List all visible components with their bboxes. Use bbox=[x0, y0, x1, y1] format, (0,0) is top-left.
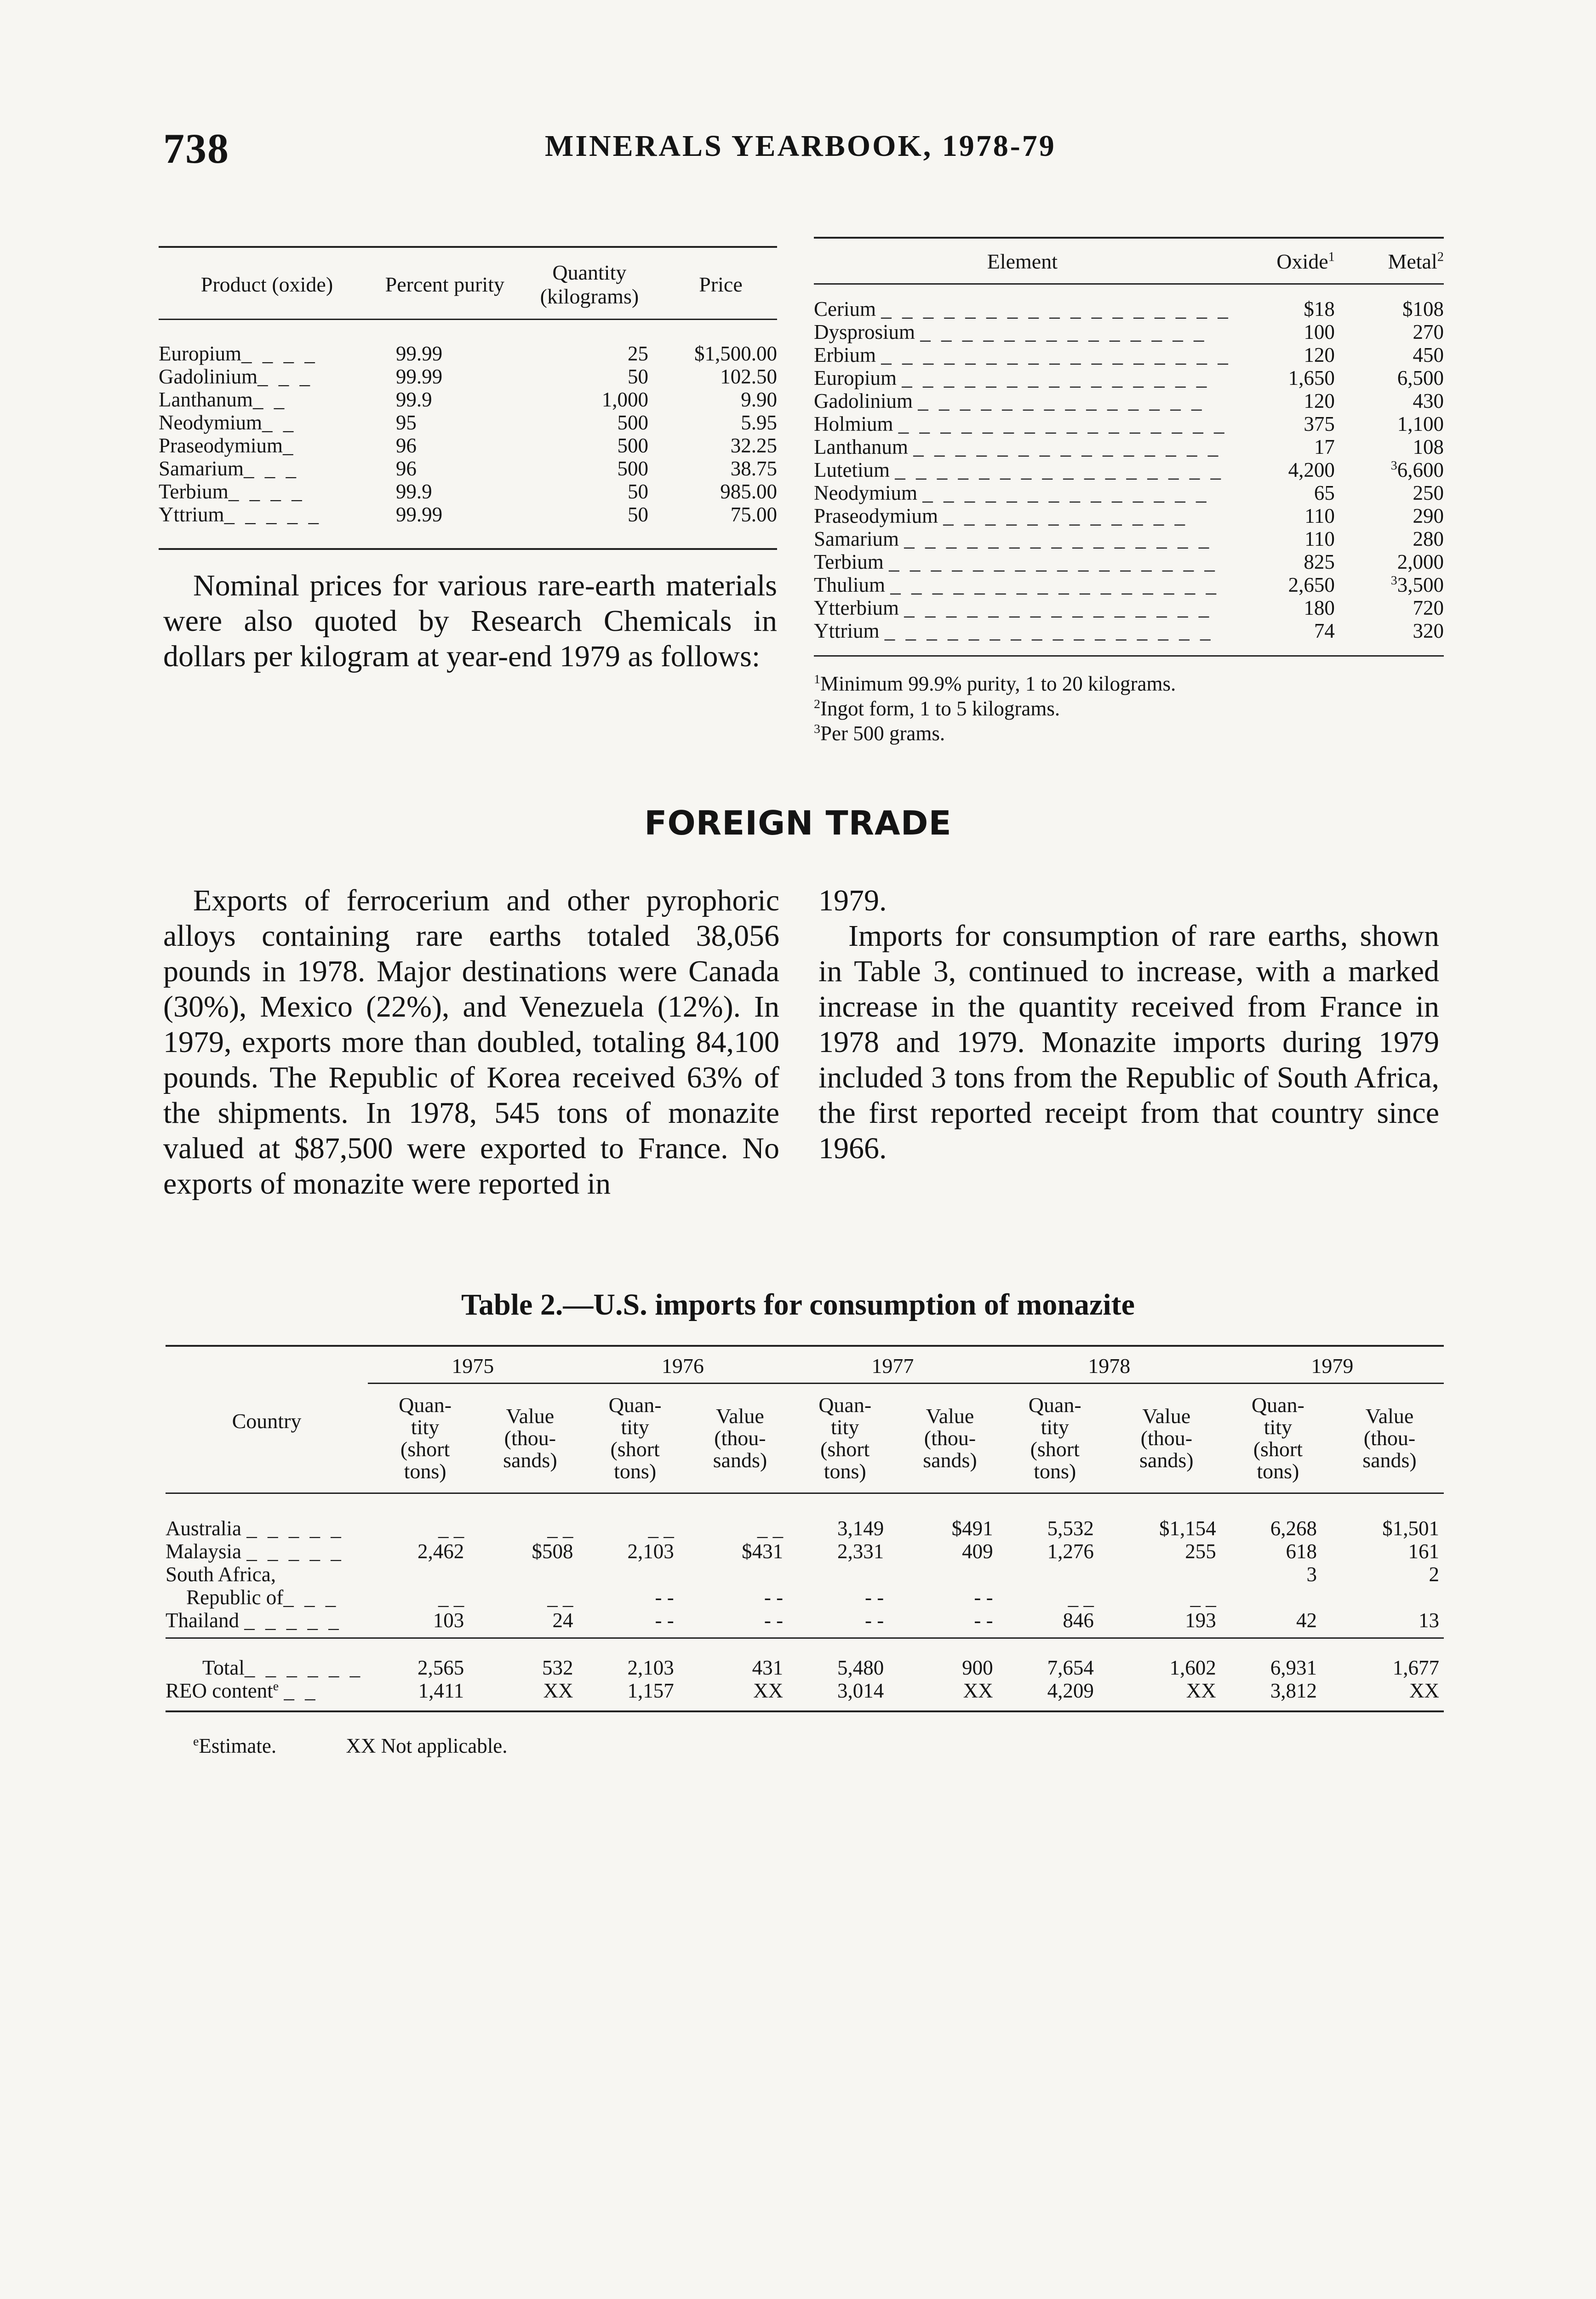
metal-value: 108 bbox=[1413, 435, 1444, 458]
element-table-footnotes bbox=[814, 671, 1176, 746]
quantity-cell: 50 bbox=[628, 365, 649, 388]
element-label: Dysprosium bbox=[814, 320, 915, 343]
metal-value: 2,000 bbox=[1397, 550, 1444, 573]
cell: 13 bbox=[1335, 1609, 1444, 1638]
oxide-price-cell: 120 bbox=[1304, 389, 1335, 412]
table-row bbox=[166, 1609, 1444, 1638]
element-label: Erbium bbox=[814, 343, 876, 366]
table-row bbox=[814, 458, 1444, 481]
cell: - - bbox=[974, 1586, 993, 1609]
product-label: Lanthanum bbox=[159, 388, 253, 411]
cell: 255 bbox=[1185, 1540, 1216, 1563]
cell: 3,014 bbox=[788, 1679, 902, 1711]
leader-dots: _ _ _ _ _ bbox=[224, 503, 321, 526]
element-label: Holmium bbox=[814, 412, 893, 435]
table-row bbox=[166, 1493, 1444, 1540]
column-header-quantity: Quan- tity (short tons) bbox=[1221, 1384, 1335, 1493]
purity-cell: 99.9 bbox=[395, 480, 432, 503]
element-name bbox=[814, 550, 1231, 573]
metal-value: 290 bbox=[1413, 504, 1444, 527]
cell: _ _ bbox=[438, 1586, 464, 1609]
table-row bbox=[814, 573, 1444, 596]
country-name: Republic of_ _ _ bbox=[186, 1586, 339, 1609]
paragraph: Imports for consumption of rare earths, shown in Table 3, continued to increase, with a marked increase in the quantity received from France in 1978 and 1979. Monazite imports during 1979 included 3 tons from the Republic of South Africa, the first reported receipt from that country since 1966. bbox=[818, 919, 1439, 1165]
product-label: Terbium bbox=[159, 480, 229, 503]
country-name: Australia _ _ _ _ _ bbox=[166, 1517, 344, 1540]
price-cell: 38.75 bbox=[730, 457, 777, 480]
cell: 193 bbox=[1112, 1609, 1221, 1638]
metal-value: $108 bbox=[1402, 297, 1444, 320]
cell: $491 bbox=[951, 1517, 993, 1540]
intro-paragraph: Nominal prices for various rare-earth materials were also quoted by Research Chemicals in dollars per kilogram at year-end 1979 as follows: bbox=[163, 569, 777, 673]
cell: 2,565 bbox=[417, 1656, 464, 1679]
leader-dots: _ _ _ _ _ _ _ _ _ _ _ _ _ _ _ bbox=[902, 366, 1210, 389]
element-label: Yttrium bbox=[814, 619, 880, 642]
element-name bbox=[814, 435, 1231, 458]
quantity-cell: 50 bbox=[515, 503, 664, 549]
column-header-product: Product (oxide) bbox=[200, 273, 333, 296]
cell: _ _ bbox=[547, 1586, 573, 1609]
metal-price-cell bbox=[1353, 619, 1444, 656]
cell: XX bbox=[692, 1679, 788, 1711]
leader-dots: _ _ _ bbox=[257, 365, 313, 388]
oxide-price-cell: 100 bbox=[1304, 320, 1335, 343]
oxide-price-cell: 74 bbox=[1231, 619, 1353, 656]
purity-cell: 99.99 bbox=[395, 342, 443, 365]
cell: XX bbox=[902, 1679, 997, 1711]
column-header-value: Value (thou- sands) bbox=[902, 1384, 997, 1493]
cell bbox=[1221, 1586, 1335, 1609]
purity-cell: 99.9 bbox=[395, 388, 432, 411]
column-header-quantity: Quan- tity (short tons) bbox=[578, 1384, 692, 1493]
column-header-value: Value (thou- sands) bbox=[1112, 1384, 1221, 1493]
cell: 1,677 bbox=[1392, 1656, 1439, 1679]
leader-dots: _ _ _ _ _ _ _ _ _ _ _ _ _ _ _ bbox=[904, 527, 1212, 550]
leader-dots: _ _ _ _ _ _ _ _ _ _ _ _ _ _ _ _ bbox=[884, 619, 1213, 642]
element-name bbox=[814, 458, 1231, 481]
oxide-price-cell: 4,200 bbox=[1288, 458, 1335, 481]
paragraph-continuation: 1979. bbox=[818, 884, 887, 917]
element-name bbox=[814, 366, 1231, 389]
price-cell: 985.00 bbox=[720, 480, 777, 503]
table-header-row bbox=[814, 238, 1444, 284]
cell: XX bbox=[482, 1679, 578, 1711]
left-column-text bbox=[163, 883, 779, 1201]
cell: 846 bbox=[998, 1609, 1112, 1638]
quantity-cell: 25 bbox=[628, 342, 649, 365]
cell: - - bbox=[655, 1586, 674, 1609]
oxide-price-cell: 120 bbox=[1304, 343, 1335, 366]
metal-price-cell bbox=[1353, 435, 1444, 458]
price-cell: 5.95 bbox=[741, 411, 777, 434]
column-header-value: Value (thou- sands) bbox=[482, 1384, 578, 1493]
product-name bbox=[159, 411, 375, 434]
element-label: Neodymium bbox=[814, 481, 917, 504]
cell: 4,209 bbox=[998, 1679, 1112, 1711]
price-cell: 102.50 bbox=[720, 365, 777, 388]
element-label: Terbium bbox=[814, 550, 884, 573]
element-label: Thulium bbox=[814, 573, 885, 596]
cell: 2,103 bbox=[627, 1656, 674, 1679]
oxide-price-cell: 375 bbox=[1304, 412, 1335, 435]
table-row bbox=[159, 457, 777, 480]
cell: 3,812 bbox=[1221, 1679, 1335, 1711]
table-row bbox=[814, 435, 1444, 458]
footnote: $^1$Minimum 99.9% purity, 1 to 20 kilograms. bbox=[814, 672, 1176, 695]
cell: $1,501 bbox=[1382, 1517, 1439, 1540]
cell: _ _ bbox=[547, 1517, 573, 1540]
cell: 1,411 bbox=[368, 1679, 482, 1711]
oxide-price-cell: 65 bbox=[1314, 481, 1335, 504]
column-header-quantity: Quantity (kilograms) bbox=[540, 261, 639, 308]
oxide-price-table bbox=[159, 246, 777, 550]
price-cell: 32.25 bbox=[730, 434, 777, 457]
metal-value: 3,500 bbox=[1397, 573, 1444, 596]
element-name bbox=[814, 527, 1231, 550]
leader-dots: _ _ _ _ _ _ _ _ _ _ _ _ _ _ _ _ bbox=[895, 458, 1224, 481]
oxide-price-cell: 110 bbox=[1304, 504, 1335, 527]
cell: - - bbox=[788, 1609, 902, 1638]
metal-value: 450 bbox=[1413, 343, 1444, 366]
product-label: Neodymium bbox=[159, 411, 262, 434]
metal-price-cell bbox=[1353, 320, 1444, 343]
element-name bbox=[814, 504, 1231, 527]
leader-dots: _ _ _ bbox=[243, 457, 299, 480]
purity-cell: 96 bbox=[395, 457, 417, 480]
leader-dots: _ _ _ _ _ _ _ _ _ _ _ _ _ _ bbox=[918, 389, 1205, 412]
quantity-cell: 50 bbox=[628, 480, 649, 503]
metal-price-cell bbox=[1353, 596, 1444, 619]
cell: _ _ bbox=[1190, 1586, 1216, 1609]
cell: XX bbox=[1335, 1679, 1444, 1711]
row-label: Total_ _ _ _ _ _ bbox=[202, 1656, 363, 1679]
cell: 6,268 bbox=[1270, 1517, 1317, 1540]
year-header: 1976 bbox=[578, 1346, 788, 1384]
table-notes bbox=[193, 1733, 540, 1758]
leader-dots: _ _ _ _ _ _ _ _ _ _ _ _ _ _ _ _ bbox=[889, 550, 1218, 573]
element-price-table bbox=[814, 237, 1444, 657]
element-label: Lanthanum bbox=[814, 435, 908, 458]
cell: 161 bbox=[1408, 1540, 1439, 1563]
cell: _ _ bbox=[648, 1517, 674, 1540]
metal-price-cell bbox=[1353, 527, 1444, 550]
table-row bbox=[159, 320, 777, 366]
cell: _ _ bbox=[438, 1517, 464, 1540]
section-title: FOREIGN TRADE bbox=[644, 804, 952, 842]
cell: $508 bbox=[532, 1540, 573, 1563]
table-row bbox=[814, 527, 1444, 550]
table-row bbox=[166, 1563, 1444, 1586]
element-name bbox=[814, 343, 1231, 366]
note-not-applicable: XX Not applicable. bbox=[346, 1734, 508, 1757]
element-name bbox=[814, 284, 1231, 321]
cell: _ _ bbox=[1068, 1586, 1094, 1609]
cell: 2,462 bbox=[417, 1540, 464, 1563]
leader-dots: _ _ _ _ _ _ _ _ _ _ _ _ _ _ _ _ _ bbox=[881, 297, 1231, 320]
column-header-quantity: Quan- tity (short tons) bbox=[788, 1384, 902, 1493]
country-name: South Africa, bbox=[166, 1563, 276, 1586]
metal-price-cell bbox=[1353, 412, 1444, 435]
element-name bbox=[814, 389, 1231, 412]
cell: 42 bbox=[1221, 1609, 1335, 1638]
footnote-mark: 3 bbox=[1390, 573, 1397, 588]
leader-dots: _ _ _ _ _ _ _ _ _ _ _ _ _ _ bbox=[920, 320, 1207, 343]
table-row bbox=[159, 388, 777, 411]
cell: 103 bbox=[368, 1609, 482, 1638]
cell: - - bbox=[578, 1609, 692, 1638]
metal-value: 1,100 bbox=[1397, 412, 1444, 435]
element-name bbox=[814, 481, 1231, 504]
table-row bbox=[159, 480, 777, 503]
oxide-price-cell: $18 bbox=[1304, 297, 1335, 320]
price-cell: 75.00 bbox=[664, 503, 777, 549]
element-label: Samarium bbox=[814, 527, 899, 550]
leader-dots: _ _ _ _ _ _ _ _ _ _ _ _ _ _ _ bbox=[913, 435, 1221, 458]
element-label: Europium bbox=[814, 366, 897, 389]
leader-dots: _ _ bbox=[252, 388, 287, 411]
product-label: Praseodymium bbox=[159, 434, 283, 457]
cell bbox=[1335, 1586, 1444, 1609]
leader-dots: _ _ _ _ _ _ _ _ _ _ _ _ _ _ _ _ bbox=[898, 412, 1227, 435]
leader-dots: _ _ _ _ _ _ _ _ _ _ _ _ bbox=[943, 504, 1188, 527]
cell: 618 bbox=[1286, 1540, 1317, 1563]
column-header-quantity: Quan- tity (short tons) bbox=[368, 1384, 482, 1493]
table-row bbox=[814, 504, 1444, 527]
note-estimate: $^e$Estimate. bbox=[193, 1734, 277, 1757]
metal-price-cell bbox=[1353, 389, 1444, 412]
cell: 431 bbox=[752, 1656, 784, 1679]
oxide-price-cell: 825 bbox=[1304, 550, 1335, 573]
country-name: Thailand _ _ _ _ _ bbox=[166, 1609, 368, 1638]
table-row bbox=[166, 1586, 1444, 1609]
metal-price-cell bbox=[1353, 481, 1444, 504]
quantity-cell: 500 bbox=[617, 411, 649, 434]
purity-cell: 95 bbox=[395, 411, 417, 434]
element-label: Praseodymium bbox=[814, 504, 938, 527]
cell: - - bbox=[865, 1586, 884, 1609]
product-label: Yttrium bbox=[159, 503, 224, 526]
table-row bbox=[814, 366, 1444, 389]
table-row bbox=[159, 365, 777, 388]
cell: 532 bbox=[542, 1656, 573, 1679]
cell: - - bbox=[692, 1609, 788, 1638]
metal-value: 6,600 bbox=[1397, 458, 1444, 481]
element-label: Lutetium bbox=[814, 458, 890, 481]
table-row bbox=[814, 343, 1444, 366]
country-name: Malaysia _ _ _ _ _ bbox=[166, 1540, 344, 1563]
leader-dots: _ _ _ _ _ _ _ _ _ _ _ _ _ _ _ _ _ bbox=[881, 343, 1231, 366]
leader-dots: _ _ _ _ _ _ _ _ _ _ _ _ _ _ _ _ bbox=[890, 573, 1219, 596]
metal-price-cell bbox=[1353, 284, 1444, 321]
cell: 1,602 bbox=[1169, 1656, 1216, 1679]
year-header-row bbox=[166, 1346, 1444, 1384]
cell: - - bbox=[764, 1586, 784, 1609]
row-label: REO content$^e$ _ _ bbox=[166, 1679, 368, 1711]
table-row bbox=[814, 619, 1444, 656]
quantity-cell: 1,000 bbox=[601, 388, 649, 411]
column-header-value: Value (thou- sands) bbox=[1335, 1384, 1444, 1493]
year-header: 1977 bbox=[788, 1346, 998, 1384]
purity-cell: 96 bbox=[395, 434, 417, 457]
table-title: Table 2.—U.S. imports for consumption of monazite bbox=[461, 1288, 1135, 1321]
table-row bbox=[159, 503, 777, 549]
cell: 5,480 bbox=[837, 1656, 884, 1679]
element-label: Ytterbium bbox=[814, 596, 899, 619]
table-row bbox=[159, 434, 777, 457]
product-name bbox=[159, 503, 375, 549]
cell: 409 bbox=[962, 1540, 993, 1563]
leader-dots: _ bbox=[282, 434, 296, 457]
table-row bbox=[814, 550, 1444, 573]
table-row bbox=[814, 320, 1444, 343]
year-header: 1979 bbox=[1221, 1346, 1444, 1384]
element-name bbox=[814, 412, 1231, 435]
leader-dots: _ _ bbox=[262, 411, 297, 434]
price-cell: $1,500.00 bbox=[694, 342, 777, 365]
table-row bbox=[814, 412, 1444, 435]
cell: 900 bbox=[962, 1656, 993, 1679]
table-row bbox=[814, 596, 1444, 619]
year-header: 1975 bbox=[368, 1346, 578, 1384]
running-title: MINERALS YEARBOOK, 1978-79 bbox=[545, 129, 1056, 163]
cell: 2,331 bbox=[837, 1540, 884, 1563]
footnote: $^3$Per 500 grams. bbox=[814, 722, 945, 745]
product-name bbox=[159, 480, 375, 503]
cell: 1,276 bbox=[1047, 1540, 1094, 1563]
column-header-value: Value (thou- sands) bbox=[692, 1384, 788, 1493]
table-row bbox=[159, 411, 777, 434]
table-row bbox=[814, 389, 1444, 412]
table-row bbox=[166, 1540, 1444, 1563]
price-cell: 9.90 bbox=[741, 388, 777, 411]
oxide-price-cell: 1,650 bbox=[1288, 366, 1335, 389]
purity-cell: 99.99 bbox=[375, 503, 515, 549]
oxide-price-cell: 110 bbox=[1304, 527, 1335, 550]
metal-price-cell bbox=[1353, 573, 1444, 596]
metal-price-cell bbox=[1353, 458, 1444, 481]
metal-price-cell bbox=[1353, 366, 1444, 389]
element-name bbox=[814, 619, 1231, 656]
cell: 6,931 bbox=[1270, 1656, 1317, 1679]
metal-value: 250 bbox=[1413, 481, 1444, 504]
column-header-oxide: Oxide$^1$ bbox=[1276, 250, 1335, 273]
cell: 3,149 bbox=[837, 1517, 884, 1540]
cell: 1,157 bbox=[578, 1679, 692, 1711]
element-name bbox=[814, 596, 1231, 619]
quantity-cell: 500 bbox=[617, 457, 649, 480]
product-name bbox=[159, 365, 375, 388]
product-name bbox=[159, 320, 375, 366]
oxide-price-cell: 2,650 bbox=[1288, 573, 1335, 596]
element-label: Gadolinium bbox=[814, 389, 913, 412]
element-name bbox=[814, 573, 1231, 596]
cell: $1,154 bbox=[1159, 1517, 1216, 1540]
quantity-cell: 500 bbox=[617, 434, 649, 457]
cell: $431 bbox=[742, 1540, 784, 1563]
cell: 2 bbox=[1429, 1563, 1439, 1586]
metal-value: 270 bbox=[1413, 320, 1444, 343]
cell: 24 bbox=[482, 1609, 578, 1638]
column-header-metal: Metal$^2$ bbox=[1388, 250, 1444, 273]
cell: _ _ bbox=[757, 1517, 784, 1540]
table-row bbox=[814, 481, 1444, 504]
cell: 2,103 bbox=[627, 1540, 674, 1563]
metal-value: 320 bbox=[1413, 619, 1444, 642]
leader-dots: _ _ _ _ _ _ _ _ _ _ _ _ _ _ bbox=[922, 481, 1209, 504]
column-header-purity: Percent purity bbox=[385, 273, 504, 296]
column-header-quantity: Quan- tity (short tons) bbox=[998, 1384, 1112, 1493]
cell: - - bbox=[902, 1609, 997, 1638]
oxide-price-cell: 17 bbox=[1314, 435, 1335, 458]
product-name bbox=[159, 388, 375, 411]
product-label: Gadolinium bbox=[159, 365, 257, 388]
footnote-mark: 3 bbox=[1390, 458, 1397, 473]
oxide-price-cell: 180 bbox=[1304, 596, 1335, 619]
metal-value: 430 bbox=[1413, 389, 1444, 412]
total-row bbox=[166, 1638, 1444, 1680]
product-label: Europium bbox=[159, 342, 241, 365]
metal-value: 280 bbox=[1413, 527, 1444, 550]
right-column-text bbox=[818, 883, 1439, 1166]
column-header-country: Country bbox=[166, 1346, 368, 1493]
metal-price-cell bbox=[1353, 550, 1444, 573]
paragraph: Exports of ferrocerium and other pyrophoric alloys containing rare earths totaled 38,056 pounds in 1978. Major destinations were Canada (30%), Mexico (22%), and Venezuela (12%). In 1979, exports more than doubled, totaling 84,100 pounds. The Republic of Korea received 63% of the shipments. In 1978, 545 tons of monazite valued at $87,500 were exported to France. No exports of monazite were reported in bbox=[163, 884, 779, 1201]
product-name bbox=[159, 434, 375, 457]
monazite-imports-table bbox=[166, 1345, 1444, 1712]
metal-price-cell bbox=[1353, 343, 1444, 366]
cell: 7,654 bbox=[1047, 1656, 1094, 1679]
metal-price-cell bbox=[1353, 504, 1444, 527]
element-label: Cerium bbox=[814, 297, 876, 320]
product-name bbox=[159, 457, 375, 480]
column-header-element: Element bbox=[987, 250, 1058, 273]
leader-dots: _ _ _ _ _ _ _ _ _ _ _ _ _ _ _ bbox=[904, 596, 1212, 619]
metal-value: 6,500 bbox=[1397, 366, 1444, 389]
cell: 5,532 bbox=[1047, 1517, 1094, 1540]
table-header-row bbox=[159, 247, 777, 320]
metal-value: 720 bbox=[1413, 596, 1444, 619]
column-header-price: Price bbox=[699, 273, 743, 296]
purity-cell: 99.99 bbox=[395, 365, 443, 388]
product-label: Samarium bbox=[159, 457, 244, 480]
leader-dots: _ _ _ _ bbox=[228, 480, 305, 503]
table-row bbox=[814, 284, 1444, 321]
reo-row bbox=[166, 1679, 1444, 1711]
element-name bbox=[814, 320, 1231, 343]
cell: XX bbox=[1112, 1679, 1221, 1711]
cell: 3 bbox=[1306, 1563, 1317, 1586]
year-header: 1978 bbox=[998, 1346, 1221, 1384]
page-number: 738 bbox=[163, 125, 229, 172]
leader-dots: _ _ _ _ bbox=[241, 342, 318, 365]
footnote: $^2$Ingot form, 1 to 5 kilograms. bbox=[814, 697, 1060, 720]
